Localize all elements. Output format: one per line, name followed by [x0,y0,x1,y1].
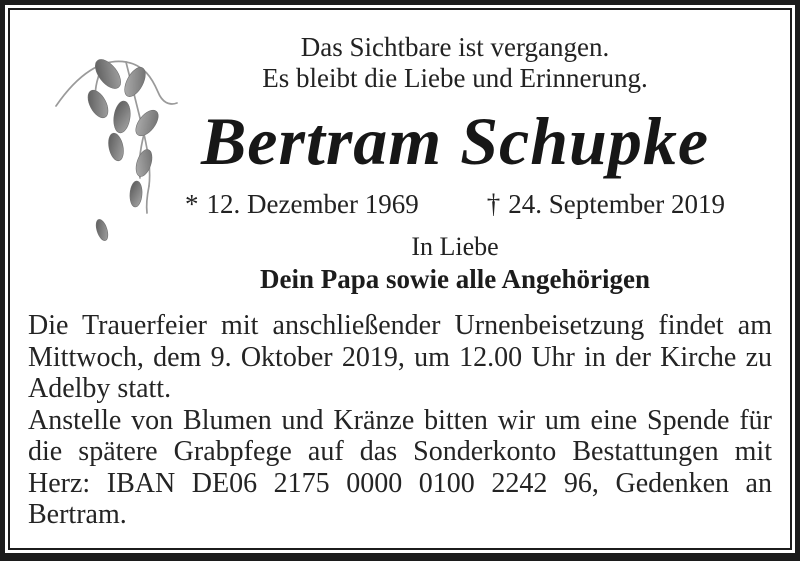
closing-phrase: In Liebe [411,232,499,261]
birth-star-icon: * [185,189,199,219]
donation-details-paragraph: Anstelle von Blumen und Kränze bitten wir um eine Spende für die spätere Grabpfege auf das Sonderkonto Bestattungen mit Herz: IBAN DE06 2175 0000 0100 2242 96, Gedenken an Bertram. [28,404,772,530]
death-cross-icon: † [486,189,501,219]
epigraph [120,32,790,94]
inner-border-frame [8,8,792,550]
birth-date [185,188,419,220]
frame-gap [5,5,795,553]
epigraph-line-1: Das Sichtbare ist vergangen. [300,32,610,62]
life-dates [120,188,790,220]
funeral-details-paragraph: Die Trauerfeier mit anschließender Urnenbeisetzung findet am Mittwoch, dem 9. Oktober 2019, um 12.00 Uhr in der Kirche zu Adelby statt. [28,310,772,404]
death-date-text: 24. September 2019 [508,189,725,219]
death-date [487,188,725,220]
epigraph-line-2: Es bleibt die Liebe und Erinnerung. [262,63,648,93]
notice-header [120,32,790,295]
falling-leaf-icon [94,218,110,242]
deceased-name: Bertram Schupke [200,103,710,179]
birth-date-text: 12. Dezember 1969 [206,189,419,219]
family-line: Dein Papa sowie alle Angehörigen [260,264,650,294]
notice-body [28,310,772,531]
